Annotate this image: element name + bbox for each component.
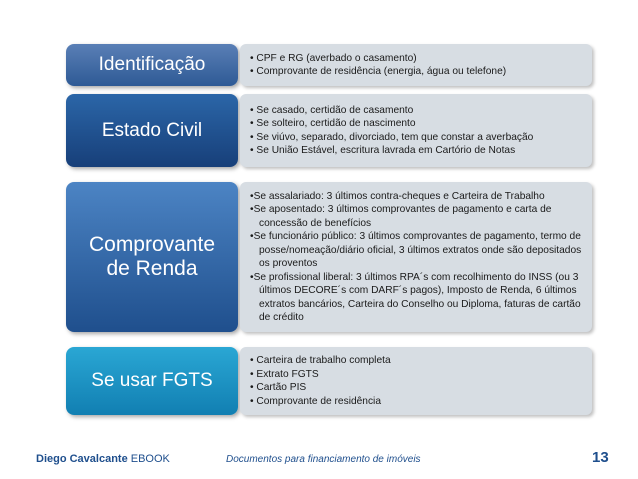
list-item: • Cartão PIS — [250, 382, 307, 393]
category-estado-civil — [66, 94, 238, 167]
list-item: • Comprovante de residência (energia, água ou telefone) — [250, 66, 507, 77]
list-item: • Comprovante de residência — [250, 395, 381, 407]
list-item: • Se solteiro, certidão de nascimento — [250, 118, 416, 129]
list-item: • Se casado, certidão de casamento — [250, 104, 414, 116]
page-number: 13 — [592, 449, 609, 466]
footer-author — [36, 453, 170, 465]
list-item: • Se União Estável, escritura lavrada em Cartório de Notas — [250, 145, 516, 156]
footer-subtitle: Documentos para financiamento de imóveis — [226, 454, 421, 465]
info-box-estado-civil — [240, 94, 592, 167]
list-item: •Se funcionário público: 3 últimos comprovantes de pagamento, termo de posse/nomeação/diário oficial, 3 últimos extratos onde são depositados os proventos — [250, 231, 582, 269]
category-title: Se usar FGTS — [91, 370, 213, 392]
category-se-usar-fgts — [66, 347, 238, 415]
author-name: Diego Cavalcante — [36, 453, 128, 465]
list-item: • Extrato FGTS — [250, 368, 319, 380]
author-suffix: EBOOK — [127, 453, 170, 465]
list-item: •Se aposentado: 3 últimos comprovantes de pagamento e carta de concessão de benefícios — [250, 204, 552, 229]
info-box-identificacao — [240, 44, 592, 86]
list-item: • CPF e RG (averbado o casamento) — [250, 52, 417, 64]
list-item: • Se viúvo, separado, divorciado, tem que constar a averbação — [250, 131, 534, 143]
category-title — [89, 233, 215, 281]
category-identificacao — [66, 44, 238, 86]
info-box-comprovante-de-renda — [240, 182, 592, 332]
info-box-se-usar-fgts — [240, 347, 592, 415]
category-title-line1: Comprovante — [88, 232, 216, 256]
category-title-line2: de Renda — [106, 257, 198, 280]
list-item: • Carteira de trabalho completa — [250, 355, 391, 366]
list-item: •Se profissional liberal: 3 últimos RPA´s com recolhimento do INSS (ou 3 últimos DECORE´s com DARF´s pagos), Imposto de Renda, 6 últimos extratos bancários, Carteira do Conselho ou Diploma, faturas de cartão de crédito — [250, 271, 581, 323]
category-title: Estado Civil — [101, 119, 203, 141]
category-comprovante-de-renda — [66, 182, 238, 332]
list-item: •Se assalariado: 3 últimos contra-cheques e Carteira de Trabalho — [250, 190, 545, 202]
category-title: Identificação — [98, 54, 206, 76]
